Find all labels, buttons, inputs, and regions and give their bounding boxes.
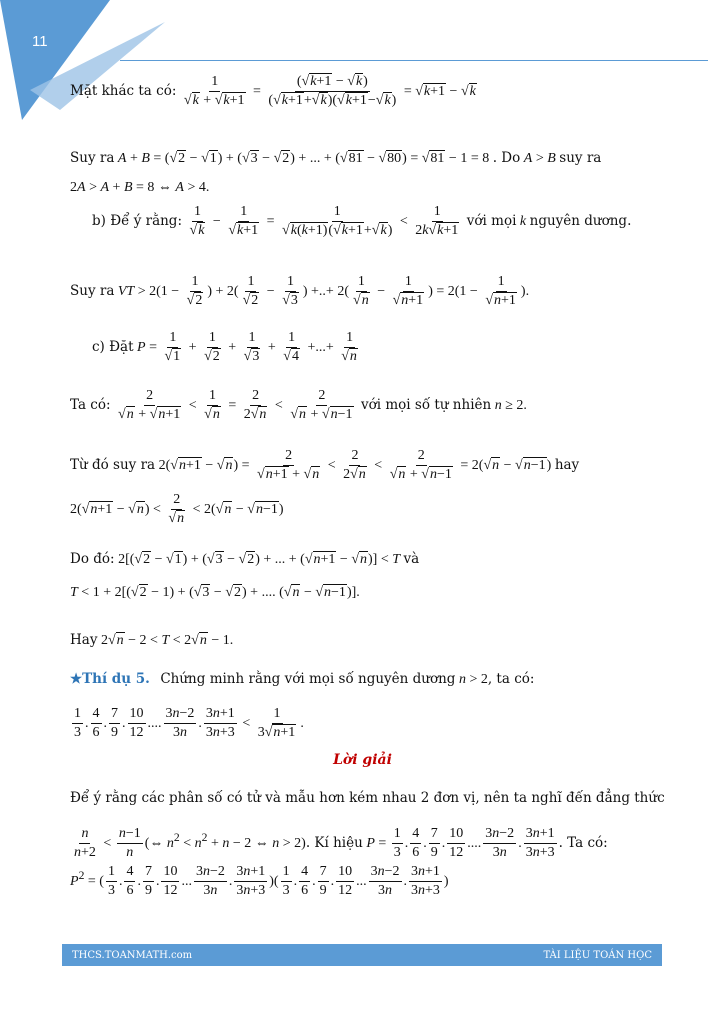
text-line-15: Để ý rằng các phân số có tử và mẫu hơn kém nhau 2 đơn vị, nên ta nghĩ đến đẳng thức xyxy=(70,790,665,806)
equation-line-17: $P^2$ = ( $\frac{1}{3}$ . $\frac{4}{6}$ . $\frac{7}{9}$ . $\frac{10}{12}$ ... $\frac{3n-2}{3n}$ . $\frac{3n+1}{3n+3}$ )( $\frac{1}{3}$ . $\frac{4}{6}$ . $\frac{7}{9}$ . $\frac{10}{12}$ ... $\frac{3n-2}{3n}$ . $\frac{3n+1}{3n+3}$ ) xyxy=(70,864,449,899)
equation-line-11: T < 1 + 2[(√ 2 − 1) + (√ 3 − √ 2) + .... (√ n − √ n−1)]. xyxy=(70,585,360,601)
equation-line-7: Ta có: 2 √ n + √ n+1 < 1 √ n = $\frac{2}{2√ n}$ < 2 √ n + √ n−1 với mọi số tự nhiên n ≥ 2. xyxy=(70,388,527,423)
equation-line-5: Suy ra VT > 2(1 − 1 √ 2 ) + 2( 1 √ 2 − 1 √ 3 ) +..+ 2( 1 √ n − 1 √ n+1 ) = 2(1 − 1 √ n+1 ). xyxy=(70,274,529,309)
header-rule xyxy=(120,60,708,61)
equation-line-10: Do đó: 2[(√ 2 − √ 1) + (√ 3 − √ 2) + ... + (√ n+1 − √ n)] < T và xyxy=(70,551,419,568)
equation-line-2: Suy ra A + B = (√ 2 − √ 1) + (√ 3 − √ 2) + ... + (√ 81 − √ 80) = √ 81 − 1 = 8 . Do A > B suy ra xyxy=(70,150,601,167)
equation-line-12: Hay 2√ n − 2 < T < 2√ n − 1. xyxy=(70,632,233,649)
equation-line-8: Từ đó suy ra 2(√ n+1 − √ n) = 2 √ n+1 + √ n < $\frac{2}{2√ n}$ < 2 √ n + √ n−1 = 2(√ n − √ n−1) hay xyxy=(70,448,579,483)
footer-label: TÀI LIỆU TOÁN HỌC xyxy=(543,949,652,961)
equation-line-1: Mặt khác ta có: 1 √ k + √ k+1 = $\frac{(√ k+1 - √ k)}{(√ k+1+√ k)(√ k+1-√ k)}$ = √ k+1 − √ k xyxy=(70,74,477,109)
equation-line-3: 2A > A + B = 8 ⇔ A > 4. xyxy=(70,180,210,195)
equation-line-9: 2(√ n+1 − √ n) < 2 √ n < 2(√ n − √ n−1) xyxy=(70,492,284,527)
equation-line-13: $\frac{1}{3}$ . $\frac{4}{6}$ . $\frac{7}{9}$ . $\frac{10}{12}$ .... $\frac{3n-2}{3n}$ . $\frac{3n+1}{3n+3}$ < $\frac{1}{3√ n+1}$ . xyxy=(70,706,304,741)
solution-title: Lời giải xyxy=(333,752,392,768)
footer-site[interactable]: THCS.TOANMATH.com xyxy=(72,949,193,961)
page-number: 11 xyxy=(32,33,48,50)
equation-line-4: b) Để ý rằng: 1 √ k − 1 √ k+1 = 1 √ k(k+1)(√ k+1+√ k) < $\frac{1}{2k√ k+1}$ với mọi k nguyên dương. xyxy=(92,204,631,239)
equation-line-16: $\frac{n}{n+2}$ < $\frac{n-1}{n}$ (⇔ $n^2 < n^2 + n - 2$ ⇔ n > 2). Kí hiệu P = $\frac{1}{3}$ . $\frac{4}{6}$ . $\frac{7}{9}$ . $\frac{10}{12}$ .... $\frac{3n-2}{3n}$ . $\frac{3n+1}{3n+3}$ . Ta có: xyxy=(74,826,608,861)
footer-bar xyxy=(62,944,662,966)
equation-line-6: c) Đặt P = 1 √ 1 + 1 √ 2 + 1 √ 3 + 1 √ 4 +...+ 1 √ n xyxy=(92,330,362,365)
example-header: ★Thí dụ 5. Chứng minh rằng với mọi số nguyên dương n > 2, ta có: xyxy=(70,671,535,687)
